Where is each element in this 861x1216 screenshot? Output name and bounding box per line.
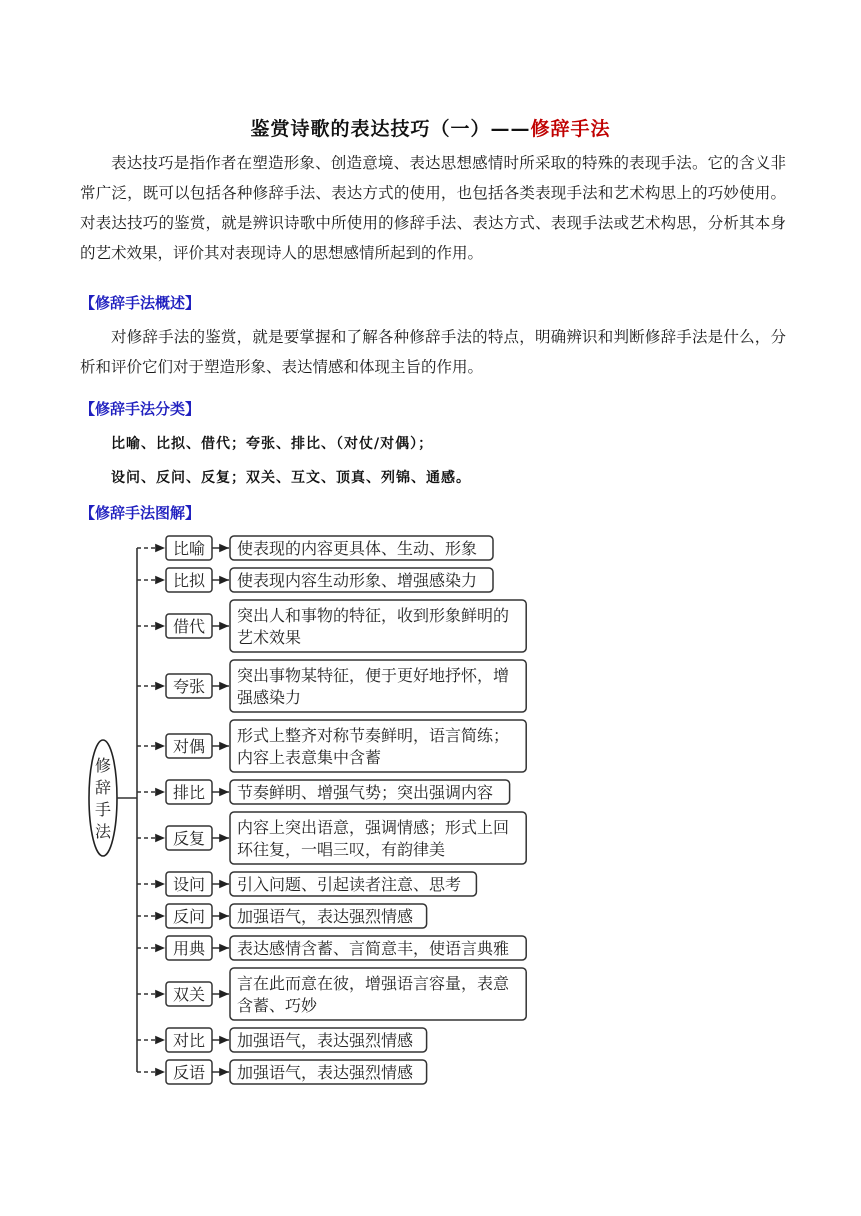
root-label-char: 辞	[94, 778, 112, 797]
overview-heading: 【修辞手法概述】	[80, 294, 201, 312]
effect-text: 含蓄、巧妙	[237, 996, 318, 1015]
root-label-char: 法	[94, 822, 112, 841]
overview-paragraph: 对修辞手法的鉴赏，就是要掌握和了解各种修辞手法的特点，明确辨识和判断修辞手法是什么，分析和评价它们对于塑造形象、表达情感和体现主旨的作用。	[80, 328, 786, 376]
effect-text: 突出人和事物的特征，收到形象鲜明的	[237, 606, 510, 625]
page-title	[0, 114, 861, 141]
technique-name: 对比	[172, 1031, 206, 1050]
effect-text: 引入问题、引起读者注意、思考	[237, 875, 462, 894]
root-label-char: 手	[94, 800, 112, 819]
effect-text: 节奏鲜明、增强气势；突出强调内容	[237, 783, 494, 802]
technique-name: 借代	[172, 617, 206, 636]
diagram-branch	[137, 1060, 427, 1084]
effect-text: 使表现内容生动形象、增强感染力	[237, 571, 478, 590]
title-dash: ——	[490, 118, 531, 140]
title-main: 鉴赏诗歌的表达技巧（一）	[250, 118, 491, 140]
diagram-heading: 【修辞手法图解】	[80, 504, 201, 522]
effect-text: 加强语气，表达强烈情感	[237, 907, 414, 926]
effect-text: 内容上表意集中含蓄	[237, 748, 382, 767]
diagram-branch	[137, 780, 510, 804]
technique-name: 用典	[172, 939, 206, 958]
rhetoric-diagram	[0, 530, 861, 1082]
classification-line-2: 设问、反问、反复；双关、互文、顶真、列锦、通感。	[111, 470, 471, 486]
effect-text: 加强语气，表达强烈情感	[237, 1063, 414, 1082]
intro-paragraph: 表达技巧是指作者在塑造形象、创造意境、表达思想感情时所采取的特殊的表现手法。它的含义非常广泛，既可以包括各种修辞手法、表达方式的使用，也包括各类表现手法和艺术构思上的巧妙使用。对表达技巧的鉴赏，就是辨识诗歌中所使用的修辞手法、表达方式、表现手法或艺术构思，分析其本身的艺术效果，评价其对表现诗人的思想感情所起到的作用。	[80, 154, 786, 262]
technique-name: 反问	[172, 907, 206, 926]
root-label-char: 修	[94, 756, 112, 775]
diagram-branch	[137, 660, 526, 712]
classification-heading: 【修辞手法分类】	[80, 400, 201, 418]
technique-name: 排比	[172, 783, 206, 802]
effect-text: 言在此而意在彼，增强语言容量，表意	[237, 974, 510, 993]
effect-text: 使表现的内容更具体、生动、形象	[237, 539, 478, 558]
diagram-branch	[137, 600, 526, 652]
effect-text: 强感染力	[237, 688, 302, 707]
effect-text: 环往复，一唱三叹，有韵律美	[237, 840, 446, 859]
diagram-branch	[137, 968, 526, 1020]
technique-name: 夸张	[172, 677, 206, 696]
diagram-branch	[137, 536, 493, 560]
diagram-branch	[137, 904, 427, 928]
effect-text: 艺术效果	[237, 628, 302, 647]
diagram-branch	[137, 812, 526, 864]
technique-name: 反复	[172, 829, 206, 848]
diagram-branch	[137, 1028, 427, 1052]
effect-text: 加强语气，表达强烈情感	[237, 1031, 414, 1050]
diagram-branch	[137, 568, 493, 592]
diagram-branch	[137, 720, 526, 772]
technique-name: 比喻	[172, 539, 206, 558]
technique-name: 设问	[172, 875, 206, 894]
technique-name: 双关	[172, 985, 206, 1004]
title-subtitle: 修辞手法	[530, 118, 611, 140]
diagram-branch	[137, 936, 526, 960]
effect-text: 形式上整齐对称节奏鲜明，语言简练；	[237, 726, 510, 745]
diagram-branch	[137, 872, 476, 896]
effect-text: 表达感情含蓄、言简意丰，使语言典雅	[237, 939, 510, 958]
effect-text: 内容上突出语意，强调情感；形式上回	[237, 818, 510, 837]
classification-line-1: 比喻、比拟、借代；夸张、排比、（对仗/对偶）；	[111, 436, 434, 452]
technique-name: 对偶	[172, 737, 206, 756]
technique-name: 比拟	[172, 571, 206, 590]
technique-name: 反语	[172, 1063, 206, 1082]
effect-text: 突出事物某特征，便于更好地抒怀，增	[237, 666, 510, 685]
